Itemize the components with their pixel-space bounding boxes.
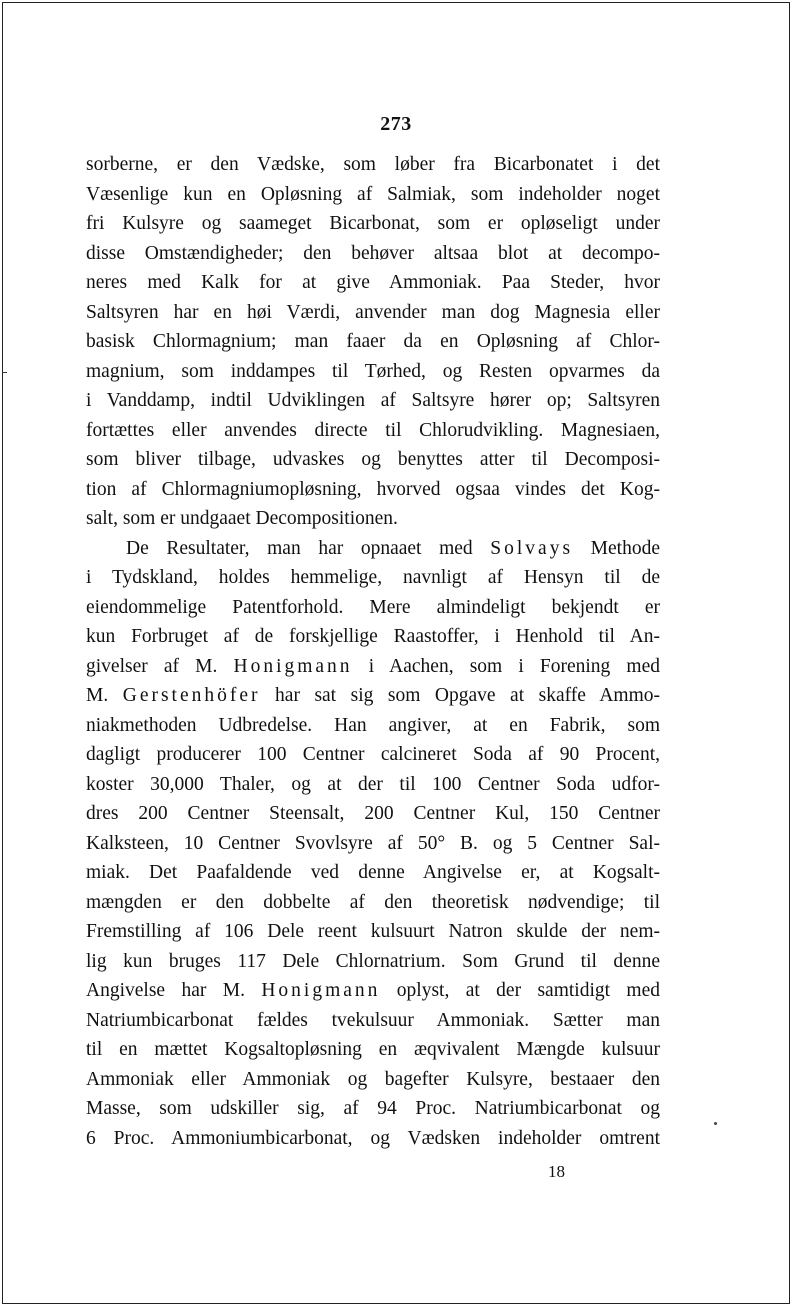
body-text xyxy=(86,150,660,1153)
text-line: Natriumbicarbonat fældes tvekulsuur Ammoniak. Sætter man xyxy=(86,1009,660,1031)
text-run: oplyst, at der samtidigt med xyxy=(380,980,660,1001)
text-line: fri Kulsyre og saameget Bicarbonat, som er opløseligt under xyxy=(86,213,660,234)
text-line: fortættes eller anvendes directe til Chlorudvikling. Magnesiaen, xyxy=(86,419,660,441)
text-line: kun Forbruget af de forskjellige Raastoffer, i Henhold til An- xyxy=(86,626,660,647)
text-line: Fremstilling af 106 Dele reent kulsuurt Natron skulde der nem- xyxy=(86,921,660,942)
text-run: givelser af M. xyxy=(86,655,234,677)
text-line: magnium, som inddampes til Tørhed, og Resten opvarmes da xyxy=(86,360,660,382)
page-number: 273 xyxy=(380,113,412,135)
text-line: neres med Kalk for at give Ammoniak. Paa Steder, hvor xyxy=(86,272,660,293)
text-line xyxy=(86,652,660,682)
text-line: lig kun bruges 117 Dele Chlornatrium. Som Grund til denne xyxy=(86,950,660,972)
text-line: basisk Chlormagnium; man faaer da en Opløsning af Chlor- xyxy=(86,331,660,352)
text-line: dres 200 Centner Steensalt, 200 Centner Kul, 150 Centner xyxy=(86,803,660,824)
person-name: Honigmann xyxy=(261,980,381,1001)
text-line: Saltsyren har en høi Værdi, anvender man dog Magnesia eller xyxy=(86,301,660,323)
text-line: sorberne, er den Vædske, som løber fra Bicarbonatet i det xyxy=(86,154,660,175)
text-run: har sat sig som Opgave at skaffe Ammo- xyxy=(260,685,660,706)
text-line xyxy=(86,681,660,711)
paragraph-2 xyxy=(86,534,660,1154)
text-line xyxy=(86,534,660,564)
text-line xyxy=(86,976,660,1006)
text-line: salt, som er undgaaet Decompositionen. xyxy=(86,508,398,529)
person-name: Solvays xyxy=(490,537,574,559)
text-run: Angivelse har M. xyxy=(86,980,262,1001)
text-line: Væsenlige kun en Opløsning af Salmiak, som indeholder noget xyxy=(86,183,660,205)
text-run: De Resultater, man har opnaaet med xyxy=(126,537,491,559)
text-line: mængden er den dobbelte af den theoretisk nødvendige; til xyxy=(86,891,660,913)
text-line: miak. Det Paafaldende ved denne Angivelse er, at Kogsalt- xyxy=(86,862,660,883)
person-name: Honigmann xyxy=(233,655,353,677)
margin-tick-mark xyxy=(2,372,7,373)
text-line: disse Omstændigheder; den behøver altsaa blot at decompo- xyxy=(86,242,660,264)
text-line: 6 Proc. Ammoniumbicarbonat, og Vædsken indeholder omtrent xyxy=(86,1127,660,1149)
text-line: dagligt producerer 100 Centner calcineret Soda af 90 Procent, xyxy=(86,744,660,765)
text-line: niakmethoden Udbredelse. Han angiver, at en Fabrik, som xyxy=(86,714,660,736)
text-line: i Tydskland, holdes hemmelige, navnligt af Hensyn til de xyxy=(86,567,660,588)
text-line: Ammoniak eller Ammoniak og bagefter Kulsyre, bestaaer den xyxy=(86,1068,660,1090)
text-run: i Aachen, som i Forening med xyxy=(352,655,660,677)
text-line: i Vanddamp, indtil Udviklingen af Saltsyre hører op; Saltsyren xyxy=(86,390,660,411)
margin-dot-mark xyxy=(714,1122,717,1125)
signature-mark: 18 xyxy=(548,1162,565,1181)
text-line: eiendommelige Patentforhold. Mere almindeligt bekjendt er xyxy=(86,596,660,618)
text-line: koster 30,000 Thaler, og at der til 100 Centner Soda udfor- xyxy=(86,773,660,795)
text-line: som bliver tilbage, udvaskes og benyttes atter til Decomposi- xyxy=(86,449,660,470)
text-run: Methode xyxy=(573,537,660,559)
text-line: Masse, som udskiller sig, af 94 Proc. Natriumbicarbonat og xyxy=(86,1098,660,1119)
text-line: Kalksteen, 10 Centner Svovlsyre af 50° B. og 5 Centner Sal- xyxy=(86,832,660,854)
text-line: tion af Chlormagniumopløsning, hvorved ogsaa vindes det Kog- xyxy=(86,478,660,500)
text-line: til en mættet Kogsaltopløsning en æqvivalent Mængde kulsuur xyxy=(86,1039,660,1060)
text-run: M. xyxy=(86,685,123,706)
person-name: Gerstenhöfer xyxy=(122,685,261,706)
paragraph-1 xyxy=(86,150,660,534)
